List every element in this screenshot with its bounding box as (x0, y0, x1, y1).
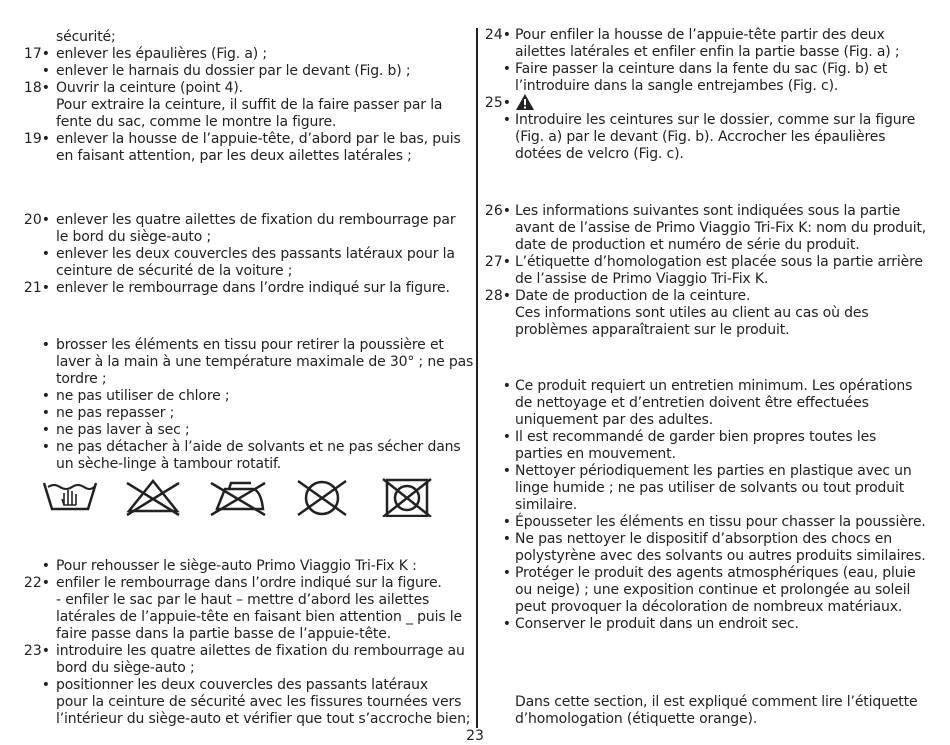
bullet: • (41, 558, 50, 574)
text-line: Dans cette section, il est expliqué comment lire l’étiquette (515, 694, 918, 710)
text-line: enfiler le rembourrage dans l’ordre indiqué sur la figure. (56, 575, 442, 591)
text-line: le bord du siège-auto ; (56, 229, 212, 245)
bullet: • (41, 63, 50, 79)
text-line: avant de l’assise de Primo Viaggio Tri-Fix K: nom du produit, (515, 220, 927, 236)
text-line: Épousseter les éléments en tissu pour chasser la poussière. (515, 514, 926, 530)
bullet: • (41, 439, 50, 455)
text-line: enlever les quatre ailettes de fixation du rembourrage par (56, 212, 456, 228)
no-iron-icon (207, 477, 269, 517)
text-line: Date de production de la ceinture. (515, 288, 751, 304)
text-line: similaire. (515, 497, 578, 513)
text-line: un sèche-linge à tambour rotatif. (56, 456, 282, 472)
text-line: Pour rehousser le siège-auto Primo Viaggio Tri-Fix K : (56, 558, 417, 574)
no-dry-clean-icon (377, 477, 437, 517)
text-line: enlever la housse de l’appuie-tête, d’abord par le bas, puis (56, 131, 461, 147)
text-line: ne pas utiliser de chlore ; (56, 388, 230, 404)
bullet: • (502, 429, 511, 445)
text-line: Ne pas nettoyer le dispositif d’absorption des chocs en (515, 531, 892, 547)
text-line: Pour enfiler la housse de l’appuie-tête partir des deux (515, 27, 885, 43)
text-line: Ouvrir la ceinture (point 4). (56, 80, 243, 96)
text-line: ne pas laver à sec ; (56, 422, 190, 438)
bullet: • (502, 112, 511, 128)
page-number: 23 (466, 728, 484, 744)
column-divider (476, 28, 478, 728)
text-line: uniquement par des adultes. (515, 412, 714, 428)
bullet: • (41, 677, 50, 693)
step-number: 21• (23, 280, 50, 296)
text-line: ceinture de sécurité de la voiture ; (56, 263, 293, 279)
text-line: pour la ceinture de sécurité avec les fissures tournées vers (56, 694, 462, 710)
text-line: tordre ; (56, 371, 107, 387)
text-line: enlever le rembourrage dans l’ordre indiqué sur la figure. (56, 280, 450, 296)
step-number: 26• (484, 203, 511, 219)
step-number: 19• (23, 131, 50, 147)
hand-wash-icon (40, 477, 100, 517)
text-line: laver à la main à une température maximale de 30° ; ne pas (56, 354, 474, 370)
text-line: L’étiquette d’homologation est placée sous la partie arrière (515, 254, 923, 270)
step-number: 24• (484, 27, 511, 43)
step-number: 25• (484, 95, 511, 111)
text-line: peut provoquer la décoloration de nombreux matériaux. (515, 599, 903, 615)
text-line: date de production et numéro de série du produit. (515, 237, 860, 253)
text-line: positionner les deux couvercles des passants latéraux (56, 677, 429, 693)
no-bleach-icon (123, 477, 183, 517)
bullet: • (41, 337, 50, 353)
step-number: 17• (23, 46, 50, 62)
bullet: • (41, 405, 50, 421)
text-line: faire passe dans la partie basse de l’appuie-tête. (56, 626, 392, 642)
text-line: ne pas détacher à l’aide de solvants et ne pas sécher dans (56, 439, 461, 455)
bullet: • (41, 422, 50, 438)
text-line: - enfiler le sac par le haut – mettre d’abord les ailettes (56, 592, 430, 608)
bullet: • (502, 514, 511, 530)
text-line: enlever les épaulières (Fig. a) ; (56, 46, 267, 62)
no-tumble-dry-icon (292, 477, 352, 517)
text-line: parties en mouvement. (515, 446, 676, 462)
text-line: ne pas repasser ; (56, 405, 175, 421)
text-line: l’intérieur du siège-auto et vérifier que tout s’accroche bien; (56, 711, 471, 727)
bullet: • (502, 565, 511, 581)
step-number: 20• (23, 212, 50, 228)
text-line: problèmes apparaîtraient sur le produit. (515, 322, 790, 338)
text-line: fente du sac, comme le montre la figure. (56, 114, 337, 130)
text-line: Protéger le produit des agents atmosphériques (eau, pluie (515, 565, 916, 581)
bullet: • (502, 463, 511, 479)
text-line: introduire les quatre ailettes de fixation du rembourrage au (56, 643, 465, 659)
text-line: ou neige) ; une exposition continue et prolongée au soleil (515, 582, 911, 598)
text-line: polystyrène avec des solvants ou autres produits similaires. (515, 548, 926, 564)
text-line: latérales de l’appuie-tête en faisant bien attention _ puis le (56, 609, 462, 625)
text-line: bord du siège-auto ; (56, 660, 195, 676)
text-line: Faire passer la ceinture dans la fente du sac (Fig. b) et (515, 61, 888, 77)
text-line: de nettoyage et d’entretien doivent être effectuées (515, 395, 869, 411)
warning-triangle-icon (515, 93, 535, 111)
bullet: • (502, 61, 511, 77)
text-line: linge humide ; ne pas utiliser de solvants ou tout produit (515, 480, 905, 496)
text-line: enlever le harnais du dossier par le devant (Fig. b) ; (56, 63, 411, 79)
text-line: l’introduire dans la sangle entrejambes (Fig. c). (515, 78, 839, 94)
step-number: 18• (23, 80, 50, 96)
text-line: sécurité; (56, 29, 116, 45)
text-line: ailettes latérales et enfiler enfin la partie basse (Fig. a) ; (515, 44, 900, 60)
bullet: • (41, 246, 50, 262)
text-line: Il est recommandé de garder bien propres toutes les (515, 429, 877, 445)
bullet: • (502, 378, 511, 394)
step-number: 28• (484, 288, 511, 304)
step-number: 27• (484, 254, 511, 270)
text-line: dotées de velcro (Fig. c). (515, 146, 684, 162)
text-line: (Fig. a) par le devant (Fig. b). Accrocher les épaulières (515, 129, 886, 145)
text-line: Pour extraire la ceinture, il suffit de la faire passer par la (56, 97, 443, 113)
text-line: enlever les deux couvercles des passants latéraux pour la (56, 246, 455, 262)
text-line: Nettoyer périodiquement les parties en plastique avec un (515, 463, 912, 479)
text-line: Conserver le produit dans un endroit sec. (515, 616, 799, 632)
text-line: d’homologation (étiquette orange). (515, 711, 758, 727)
bullet: • (502, 531, 511, 547)
text-line: Ces informations sont utiles au client au cas où des (515, 305, 869, 321)
text-line: brosser les éléments en tissu pour retirer la poussière et (56, 337, 444, 353)
text-line: Introduire les ceintures sur le dossier, comme sur la figure (515, 112, 916, 128)
bullet: • (502, 616, 511, 632)
text-line: en faisant attention, par les deux ailettes latérales ; (56, 148, 412, 164)
text-line: de l’assise de Primo Viaggio Tri-Fix K. (515, 271, 769, 287)
text-line: Les informations suivantes sont indiquées sous la partie (515, 203, 901, 219)
text-line: Ce produit requiert un entretien minimum. Les opérations (515, 378, 913, 394)
bullet: • (41, 388, 50, 404)
step-number: 22• (23, 575, 50, 591)
step-number: 23• (23, 643, 50, 659)
